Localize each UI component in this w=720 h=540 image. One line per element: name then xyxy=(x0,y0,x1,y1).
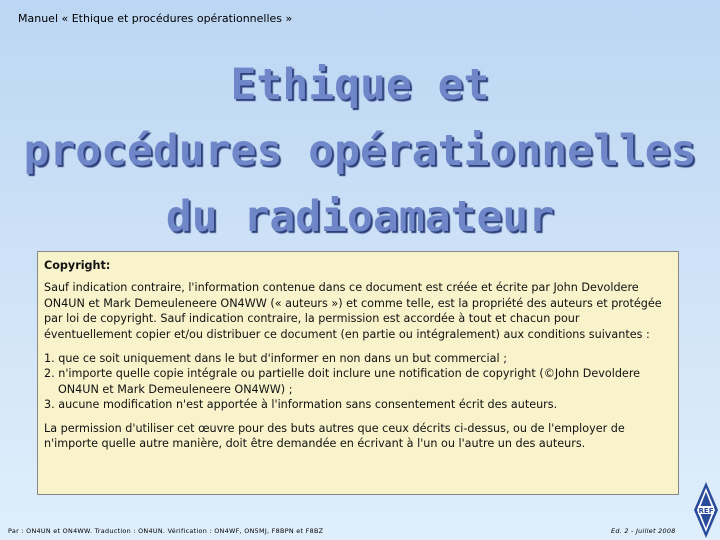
footer-edition: Ed. 2 - Juillet 2008 xyxy=(611,527,676,535)
title-line-2: procédures opérationnelles xyxy=(23,126,697,176)
page-title xyxy=(0,52,720,250)
conditions-list xyxy=(44,351,670,413)
footer-credits: Par : ON4UN et ON4WW. Traduction : ON4UN. Vérification : ON4WF, ON5MJ, F8BPN et F8BZ xyxy=(8,527,324,535)
title-line-1: Ethique et xyxy=(230,60,490,110)
condition-item: 1. que ce soit uniquement dans le but d'informer en non dans un but commercial ; xyxy=(44,352,507,366)
condition-item: 3. aucune modification n'est apportée à l'information sans consentement écrit des auteurs. xyxy=(44,398,558,412)
condition-item: 2. n'importe quelle copie intégrale ou partielle doit inclure une notification de copyright (©John Devoldere ON4UN et Mark Demeuleneere ON4WW) ; xyxy=(44,367,641,396)
ref-logo-icon xyxy=(684,480,718,540)
document-header: Manuel « Ethique et procédures opérationnelles » xyxy=(18,12,293,25)
copyright-intro: Sauf indication contraire, l'information contenue dans ce document est créée et écrite par John Devoldere ON4UN et Mark Demeuleneere ON4WW (« auteurs ») et comme telle, est la propriété des auteurs et protégée par loi de copyright. Sauf indication contraire, la permission est accordée à tout et chacun pour éventuellement copier et/ou distribuer ce document (en partie ou intégralement) aux conditions suivantes : xyxy=(44,281,662,341)
copyright-box xyxy=(37,251,679,495)
copyright-closing: La permission d'utiliser cet œuvre pour des buts autres que ceux décrits ci-dessus, ou de l'employer de n'importe quelle autre manière, doit être demandée en écrivant à l'un ou l'autre un des auteurs. xyxy=(44,421,625,451)
logo-text: REF xyxy=(698,507,714,515)
copyright-heading: Copyright: xyxy=(44,259,111,272)
title-line-3: du radioamateur xyxy=(165,192,555,242)
